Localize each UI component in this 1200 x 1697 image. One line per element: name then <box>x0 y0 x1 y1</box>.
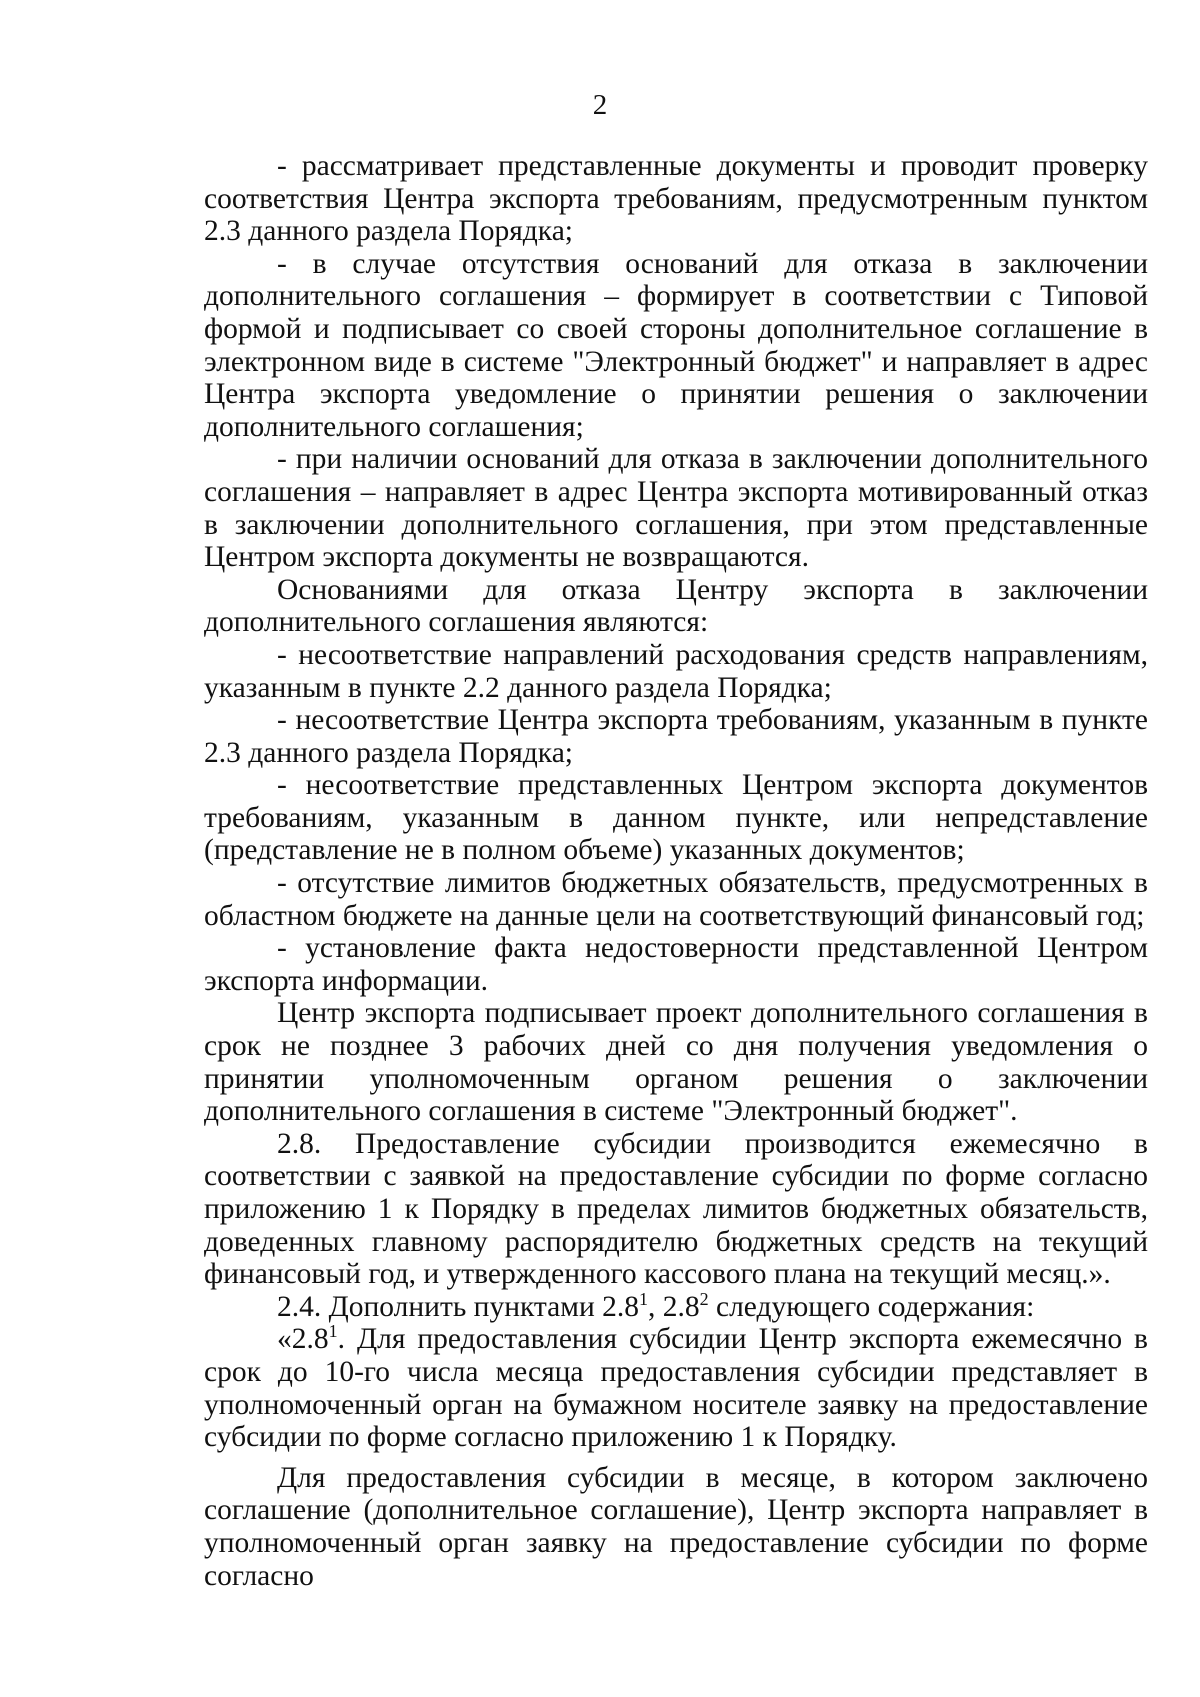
item-2-4-sup-1: 1 <box>638 1288 648 1309</box>
paragraph-refusal-ground-3: - несоответствие представленных Центром экспорта документов требованиям, указанным в данном пункте, или непредставление (представление не в полном объеме) указанных документов; <box>204 769 1148 867</box>
item-2-8-1-text: . Для предоставления субсидии Центр экспорта ежемесячно в срок до 10-го числа месяца предоставления субсидии представляет в уполномоченный орган на бумажном носителе заявку на предоставление субсидии по форме согласно приложению 1 к Порядку. <box>204 1323 1148 1454</box>
paragraph-no-grounds-for-refusal: - в случае отсутствия оснований для отказа в заключении дополнительного соглашения – формирует в соответствии с Типовой формой и подписывает со своей стороны дополнительное соглашение в электронном виде в системе "Электронный бюджет" и направляет в адрес Центра экспорта уведомление о принятии решения о заключении дополнительного соглашения; <box>204 247 1148 443</box>
paragraph-refusal-grounds-intro: Основаниями для отказа Центру экспорта в заключении дополнительного соглашения являются: <box>204 573 1148 639</box>
paragraph-grounds-for-refusal: - при наличии оснований для отказа в заключении дополнительного соглашения – направляет в адрес Центра экспорта мотивированный отказ в заключении дополнительного соглашения, при этом представленные Центром экспорта документы не возвращаются. <box>204 443 1148 574</box>
paragraph-review-documents: - рассматривает представленные документы и проводит проверку соответствия Центра экспорта требованиям, предусмотренным пунктом 2.3 данного раздела Порядка; <box>204 150 1148 248</box>
paragraph-month-of-agreement: Для предоставления субсидии в месяце, в котором заключено соглашение (дополнительное соглашение), Центр экспорта направляет в уполномоченный орган заявку на предоставление субсидии по форме согласно <box>204 1461 1148 1592</box>
paragraph-refusal-ground-2: - несоответствие Центра экспорта требованиям, указанным в пункте 2.3 данного раздела Порядка; <box>204 704 1148 769</box>
paragraph-item-2-8: 2.8. Предоставление субсидии производится ежемесячно в соответствии с заявкой на предоставление субсидии по форме согласно приложению 1 к Порядку в пределах лимитов бюджетных обязательств, доведенных главному распорядителю бюджетных средств на текущий финансовый год, и утвержденного кассового плана на текущий месяц.». <box>204 1127 1148 1291</box>
paragraph-refusal-ground-4: - отсутствие лимитов бюджетных обязательств, предусмотренных в областном бюджете на данные цели на соответствующий финансовый год; <box>204 867 1148 932</box>
paragraph-signing-term: Центр экспорта подписывает проект дополнительного соглашения в срок не позднее 3 рабочих дней со дня получения уведомления о принятии уполномоченным органом решения о заключении дополнительного соглашения в системе "Электронный бюджет". <box>204 997 1148 1128</box>
paragraph-refusal-ground-5: - установление факта недостоверности представленной Центром экспорта информации. <box>204 932 1148 997</box>
item-2-8-1-prefix: «2.8 <box>277 1323 329 1356</box>
item-2-4-suffix: следующего содержания: <box>708 1290 1035 1323</box>
document-body <box>204 150 1148 1592</box>
paragraph-item-2-8-1 <box>204 1323 1148 1453</box>
item-2-4-sup-2: 2 <box>699 1288 709 1309</box>
paragraph-item-2-4 <box>204 1288 1148 1324</box>
item-2-8-1-sup: 1 <box>328 1321 338 1342</box>
item-2-4-middle: , 2.8 <box>647 1290 700 1323</box>
item-2-4-prefix: 2.4. Дополнить пунктами 2.8 <box>277 1290 639 1323</box>
page-number: 2 <box>592 89 608 121</box>
paragraph-refusal-ground-1: - несоответствие направлений расходования средств направлениям, указанным в пункте 2.2 данного раздела Порядка; <box>204 638 1148 704</box>
